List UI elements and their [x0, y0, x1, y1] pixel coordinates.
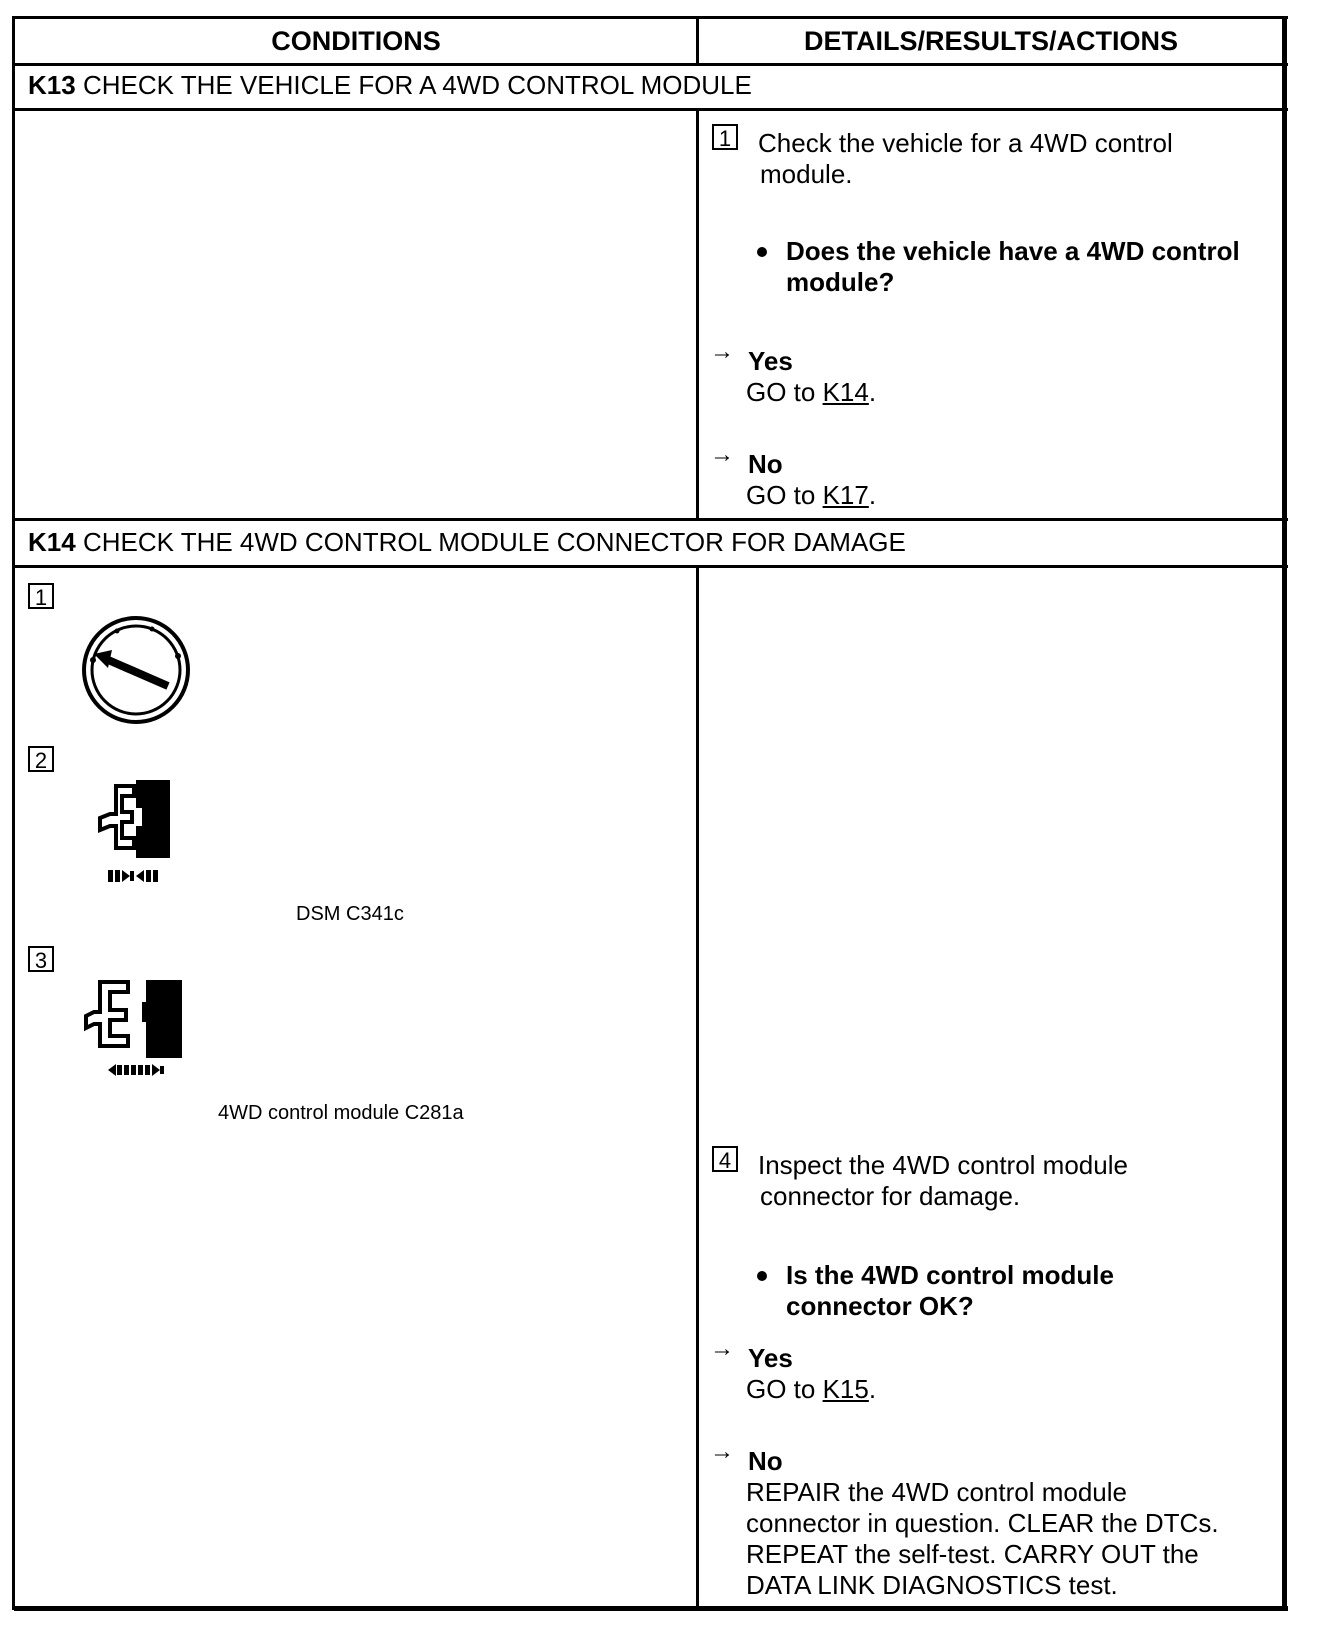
k14-code: K14: [28, 527, 76, 557]
k14-cond-step3: 3: [28, 946, 54, 972]
k14-caption-4wd: 4WD control module C281a: [218, 1102, 464, 1124]
k13-code: K13: [28, 70, 76, 100]
k13-no-label: No: [748, 449, 783, 479]
k13-yes-action: [746, 377, 876, 408]
table-border-left: [12, 16, 15, 1610]
k14-question-bullet: [757, 1271, 767, 1281]
k13-no-go: GO to: [746, 480, 816, 510]
k13-yes-label: Yes: [748, 346, 793, 376]
k13-bottom-divider: [14, 518, 1288, 521]
k13-question-line2: module?: [786, 267, 895, 297]
k14-title-divider: [14, 565, 1288, 568]
k13-step-line1: Check the vehicle for a 4WD control: [758, 128, 1173, 158]
k14-step-number: 4: [712, 1146, 738, 1172]
k14-yes-link[interactable]: K15: [822, 1374, 869, 1404]
k14-no-line1: REPAIR the 4WD control module: [746, 1477, 1127, 1507]
k14-yes-label: Yes: [748, 1343, 793, 1373]
k13-yes-link[interactable]: K14: [822, 377, 869, 407]
table-border-bottom: [14, 1606, 1288, 1611]
column-divider-k13: [696, 108, 699, 520]
k14-section-title: [28, 527, 906, 558]
k13-yes-period: .: [868, 377, 877, 407]
k14-yes-period: .: [868, 1374, 877, 1404]
k14-cond-step2: 2: [28, 746, 54, 772]
k14-yes-action: [746, 1374, 876, 1405]
k14-step-line2: connector for damage.: [760, 1181, 1021, 1211]
k14-no-line4: DATA LINK DIAGNOSTICS test.: [746, 1570, 1118, 1600]
k13-title: CHECK THE VEHICLE FOR A 4WD CONTROL MODULE: [82, 70, 752, 100]
table-border-top: [14, 16, 1288, 19]
k13-yes-arrow: →: [710, 338, 734, 365]
connector-disconnect-icon: [88, 778, 178, 888]
k14-caption-dsm: DSM C341c: [296, 903, 404, 925]
k14-cond-step1: 1: [28, 583, 54, 609]
k13-title-divider: [14, 108, 1288, 111]
k13-step-number: 1: [712, 124, 738, 150]
k13-section-title: [28, 70, 752, 101]
k13-yes-go: GO to: [746, 377, 816, 407]
k14-yes-arrow: →: [710, 1335, 734, 1362]
k13-question-bullet: [757, 247, 767, 257]
column-divider-k14: [696, 565, 699, 1609]
conditions-header: CONDITIONS: [271, 26, 441, 56]
k14-question-line2: connector OK?: [786, 1291, 974, 1321]
details-header: DETAILS/RESULTS/ACTIONS: [803, 26, 1178, 56]
k13-no-period: .: [868, 480, 877, 510]
k14-yes-go: GO to: [746, 1374, 816, 1404]
k14-no-line2: connector in question. CLEAR the DTCs.: [746, 1508, 1219, 1538]
table-border-right: [1282, 16, 1287, 1610]
k14-no-line3: REPEAT the self-test. CARRY OUT the: [746, 1539, 1199, 1569]
k14-no-label: No: [748, 1446, 783, 1476]
k13-no-link[interactable]: K17: [822, 480, 869, 510]
k13-step-line2: module.: [760, 159, 853, 189]
connector-separate-icon: [80, 976, 200, 1088]
k14-title: CHECK THE 4WD CONTROL MODULE CONNECTOR FOR DAMAGE: [82, 527, 906, 557]
k14-step-line1: Inspect the 4WD control module: [758, 1150, 1128, 1180]
k13-no-arrow: →: [710, 441, 734, 468]
k14-question-line1: Is the 4WD control module: [786, 1260, 1114, 1290]
header-divider: [14, 63, 1288, 66]
k13-no-action: [746, 480, 876, 511]
k13-question-line1: Does the vehicle have a 4WD control: [786, 236, 1240, 266]
ignition-off-icon: [80, 614, 192, 726]
k14-no-arrow: →: [710, 1438, 734, 1465]
